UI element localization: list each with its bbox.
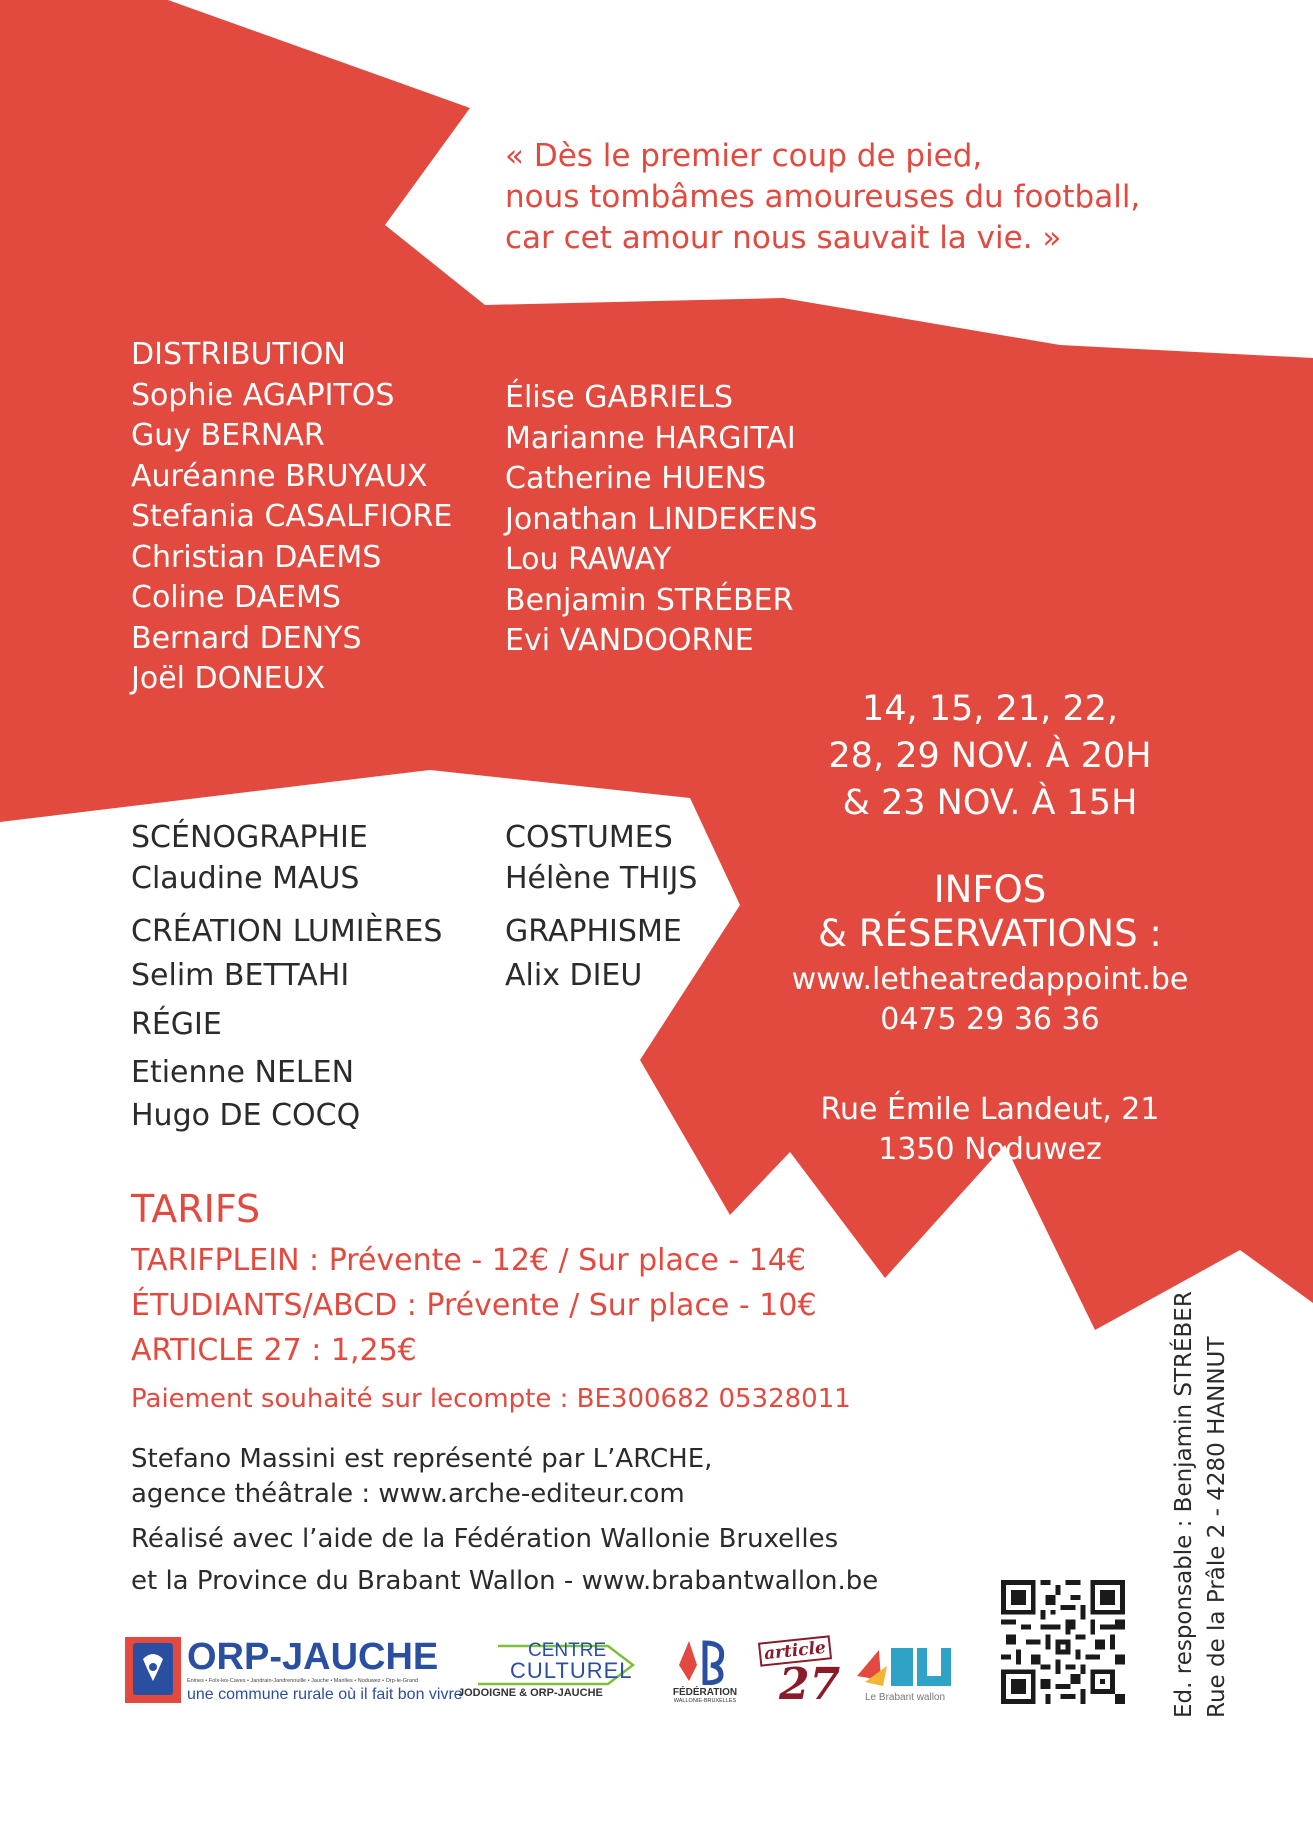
cast-member: Catherine HUENS: [505, 461, 767, 496]
fwb-line-1: FÉDÉRATION: [672, 1687, 738, 1698]
cast-member: Jonathan LINDEKENS: [505, 501, 818, 537]
orp-jauche-name: ORP-JAUCHE: [187, 1636, 439, 1678]
cast-member: Guy BERNAR: [131, 418, 325, 453]
cast-member: Evi VANDOORNE: [505, 623, 754, 658]
centre-culturel-line-1: CENTRE: [528, 1640, 607, 1661]
article-word: article: [758, 1635, 832, 1666]
crew-graphisme-name: Alix DIEU: [505, 958, 643, 993]
crew-lumieres-name: Selim BETTAHI: [131, 958, 350, 993]
orp-jauche-logo: [125, 1636, 463, 1705]
quote-line: nous tombâmes amoureuses du football,: [505, 179, 1141, 215]
orp-jauche-villages: Enines • Folx-les-Caves • Jandrain-Jandrenouille • Jauche • Marilles • Noduwez • Orp-le-Grand: [187, 1678, 419, 1684]
crew-regie-name: Etienne NELEN: [131, 1055, 355, 1090]
crew-regie-name: Hugo DE COCQ: [131, 1098, 361, 1133]
cast-member: Marianne HARGITAI: [505, 420, 796, 456]
fwb-line-2: WALLONIE-BRUXELLES: [673, 1698, 737, 1704]
brabant-wallon-mark-icon: [857, 1646, 953, 1688]
quote: [505, 136, 1140, 259]
crew-scenographie-name: Claudine MAUS: [131, 861, 360, 896]
centre-culturel-logo: [458, 1640, 643, 1702]
date-line: & 23 NOV. À 15H: [842, 783, 1138, 823]
cast-member: Stefania CASALFIORE: [131, 499, 453, 534]
brabant-wallon-logo: [857, 1646, 957, 1708]
qr-code[interactable]: [1001, 1580, 1125, 1704]
crew-lumieres-label: CRÉATION LUMIÈRES: [131, 914, 443, 949]
credit-line: et la Province du Brabant Wallon - www.brabantwallon.be: [131, 1566, 879, 1596]
crew-scenographie-label: SCÉNOGRAPHIE: [131, 820, 368, 855]
credit-line: Réalisé avec l’aide de la Fédération Wallonie Bruxelles: [131, 1524, 839, 1554]
crew-costumes-label: COSTUMES: [505, 820, 673, 855]
distribution-column-2: [505, 378, 817, 662]
cast-member: Élise GABRIELS: [505, 380, 734, 415]
credit-line: agence théâtrale : www.arche-editeur.com: [131, 1479, 685, 1509]
cast-member: Sophie AGAPITOS: [131, 377, 395, 413]
coat-of-arms-icon: [125, 1637, 181, 1703]
crew-regie-label: RÉGIE: [131, 1007, 222, 1042]
cast-member: Christian DAEMS: [131, 539, 382, 575]
website-link[interactable]: www.letheatredappoint.be: [791, 962, 1189, 997]
centre-culturel-line-2: CULTUREL: [510, 1658, 633, 1683]
tarif-line: TARIFPLEIN : Prévente - 12€ / Sur place - 14€: [131, 1243, 806, 1278]
phone-number: 0475 29 36 36: [880, 1002, 1100, 1037]
brabant-wallon-text: Le Brabant wallon: [865, 1692, 946, 1703]
crew-costumes-name: Hélène THIJS: [505, 861, 698, 896]
federation-wb-logo: [665, 1637, 745, 1709]
cast-member: Lou RAWAY: [505, 542, 672, 577]
date-line: 14, 15, 21, 22,: [861, 689, 1119, 729]
credit-line: Stefano Massini est représenté par L’ARCHE,: [131, 1444, 713, 1474]
distribution-column-1: [131, 335, 452, 700]
cast-member: Auréanne BRUYAUX: [131, 458, 428, 494]
editor-line-2: Rue de la Prâle 2 - 4280 HANNUT: [1204, 1336, 1230, 1718]
cast-member: Benjamin STRÉBER: [505, 582, 794, 618]
centre-culturel-line-3: JODOIGNE & ORP-JAUCHE: [458, 1687, 603, 1699]
orp-jauche-tagline: une commune rurale où il fait bon vivre: [187, 1686, 463, 1703]
tarifs-list: [131, 1238, 817, 1373]
article-number: 27: [779, 1659, 841, 1710]
infos-block: [770, 868, 1210, 1170]
date-line: 28, 29 NOV. À 20H: [828, 736, 1152, 776]
quote-line: car cet amour nous sauvait la vie. »: [505, 220, 1062, 256]
quote-line: « Dès le premier coup de pied,: [505, 138, 983, 174]
cast-member: Joël DONEUX: [131, 661, 326, 696]
fwb-mark-icon: [675, 1637, 735, 1685]
editor-responsible: [1168, 1291, 1238, 1718]
performance-dates: [780, 686, 1200, 827]
article-27-logo: [757, 1637, 841, 1713]
address-line-2: 1350 Noduwez: [878, 1132, 1102, 1167]
editor-line-1: Ed. responsable : Benjamin STRÉBER: [1171, 1291, 1197, 1718]
tarif-line: ARTICLE 27 : 1,25€: [131, 1333, 417, 1368]
address-line-1: Rue Émile Landeut, 21: [820, 1092, 1160, 1127]
payment-info: Paiement souhaité sur lecompte : BE300682 05328011: [131, 1384, 851, 1414]
cast-member: Bernard DENYS: [131, 620, 362, 656]
infos-title: INFOS: [933, 868, 1047, 911]
credits-block: [131, 1442, 878, 1602]
reservations-title: & RÉSERVATIONS :: [818, 912, 1162, 955]
cast-member: Coline DAEMS: [131, 580, 341, 615]
crew-graphisme-label: GRAPHISME: [505, 914, 682, 949]
tarif-line: ÉTUDIANTS/ABCD : Prévente / Sur place - 10€: [131, 1288, 817, 1323]
tarifs-title: TARIFS: [131, 1187, 261, 1231]
distribution-heading: DISTRIBUTION: [131, 337, 346, 372]
